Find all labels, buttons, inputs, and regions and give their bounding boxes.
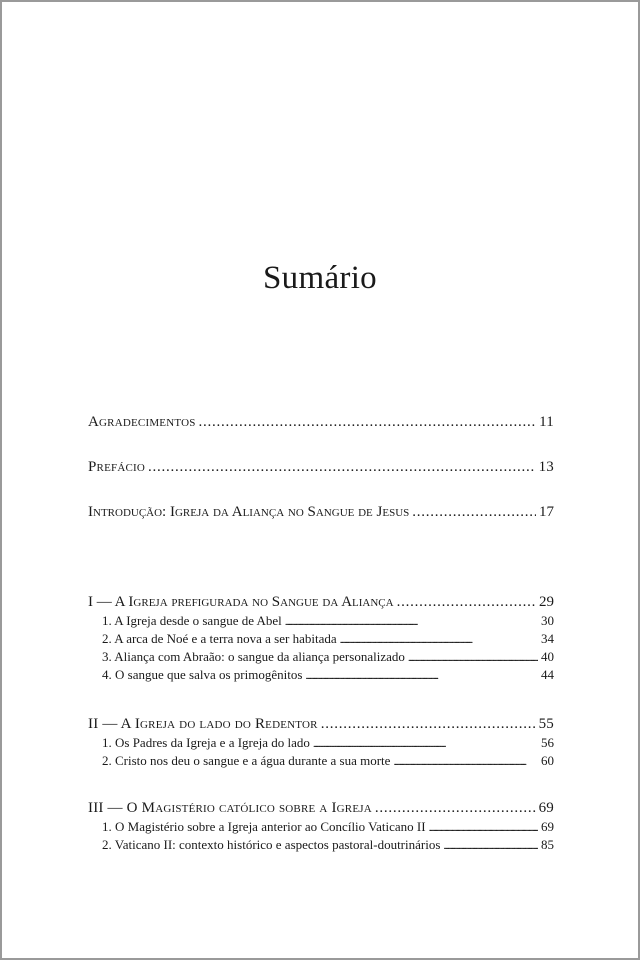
toc-entry-introducao bbox=[88, 504, 554, 521]
toc-chapter-2 bbox=[88, 716, 554, 769]
dot-leader bbox=[408, 649, 538, 665]
toc-section bbox=[88, 649, 554, 665]
toc-entry bbox=[88, 459, 554, 476]
dot-leader bbox=[305, 667, 538, 683]
toc-section-label: 3. Aliança com Abraão: o sangue da aliança personalizado bbox=[102, 649, 405, 664]
toc-page-number: 56 bbox=[541, 735, 554, 750]
toc-chapter-heading bbox=[88, 716, 554, 733]
toc-section-list bbox=[88, 613, 554, 683]
toc-page-number: 40 bbox=[541, 649, 554, 664]
toc-page-number: 34 bbox=[541, 631, 554, 646]
dot-leader bbox=[199, 414, 537, 431]
toc-entry-label: I — A Igreja prefigurada no Sangue da Aliança bbox=[88, 594, 394, 610]
toc-section-label: 2. Cristo nos deu o sangue e a água durante a sua morte bbox=[102, 753, 391, 768]
dot-leader bbox=[148, 459, 536, 476]
dot-leader bbox=[340, 631, 538, 647]
toc-chapter-heading bbox=[88, 594, 554, 611]
toc-entry-label: Introdução: Igreja da Aliança no Sangue de Jesus bbox=[88, 504, 410, 520]
toc-section bbox=[88, 667, 554, 683]
toc-section bbox=[88, 631, 554, 647]
toc-section bbox=[88, 753, 554, 769]
toc-section-label: 1. Os Padres da Igreja e a Igreja do lado bbox=[102, 735, 310, 750]
toc-section-list bbox=[88, 819, 554, 853]
toc-page-number: 60 bbox=[541, 753, 554, 768]
toc-chapter-1 bbox=[88, 594, 554, 683]
toc-chapter-heading bbox=[88, 800, 554, 817]
dot-leader bbox=[429, 819, 538, 835]
dot-leader bbox=[443, 837, 538, 853]
toc-section-label: 2. Vaticano II: contexto histórico e aspectos pastoral-doutrinários bbox=[102, 837, 441, 852]
dot-leader bbox=[397, 594, 536, 611]
toc-section-list bbox=[88, 735, 554, 769]
toc-section bbox=[88, 837, 554, 853]
toc-entry-agradecimentos bbox=[88, 414, 554, 431]
toc-page-number: 85 bbox=[541, 837, 554, 852]
toc-page-number: 29 bbox=[539, 594, 554, 610]
toc-entry-label: Prefácio bbox=[88, 459, 146, 475]
toc-page-number: 55 bbox=[538, 716, 554, 732]
toc-page-number: 69 bbox=[541, 819, 554, 834]
toc-page-number: 13 bbox=[538, 459, 554, 475]
toc-entry bbox=[88, 504, 554, 521]
dot-leader bbox=[375, 800, 536, 817]
toc-entry-prefacio bbox=[88, 459, 554, 476]
toc-chapter-3 bbox=[88, 800, 554, 853]
toc-entry-label: II — A Igreja do lado do Redentor bbox=[88, 716, 318, 732]
toc-entry-label: Agradecimentos bbox=[88, 414, 196, 430]
toc-entry-label: III — O Magistério católico sobre a Igreja bbox=[88, 800, 372, 816]
toc-page-number: 11 bbox=[539, 414, 554, 430]
toc-section-label: 2. A arca de Noé e a terra nova a ser habitada bbox=[102, 631, 337, 646]
dot-leader bbox=[321, 716, 536, 733]
page-title: Sumário bbox=[263, 260, 377, 296]
toc-page-number: 69 bbox=[538, 800, 554, 816]
toc-section bbox=[88, 613, 554, 629]
toc-section bbox=[88, 819, 554, 835]
toc-section-label: 1. O Magistério sobre a Igreja anterior ao Concílio Vaticano II bbox=[102, 819, 426, 834]
toc-section-label: 1. A Igreja desde o sangue de Abel bbox=[102, 613, 282, 628]
toc-page-number: 17 bbox=[539, 504, 554, 520]
toc-section bbox=[88, 735, 554, 751]
toc-page-number: 44 bbox=[541, 667, 554, 682]
dot-leader bbox=[313, 735, 538, 751]
dot-leader bbox=[393, 753, 538, 769]
toc-page-number: 30 bbox=[541, 613, 554, 628]
dot-leader bbox=[412, 504, 536, 521]
toc-entry bbox=[88, 414, 554, 431]
toc-section-label: 4. O sangue que salva os primogênitos bbox=[102, 667, 303, 682]
dot-leader bbox=[285, 613, 538, 629]
